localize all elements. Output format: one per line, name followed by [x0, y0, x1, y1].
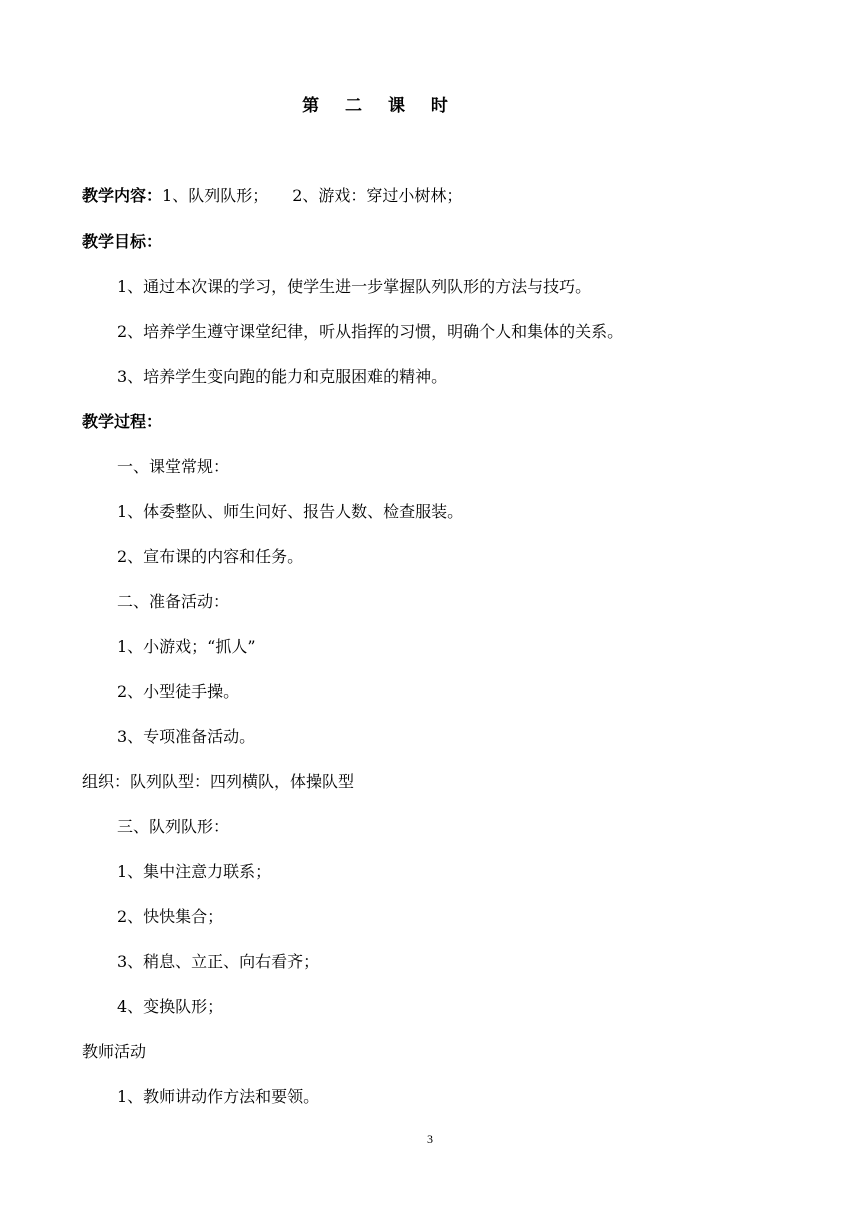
- process-line: 4、变换队形；: [117, 997, 224, 1016]
- process-line: 3、专项准备活动。: [117, 727, 256, 746]
- teaching-content-item-2: 2、游戏：穿过小树林；: [292, 186, 463, 205]
- process-line: 2、宣布课的内容和任务。: [117, 547, 304, 566]
- process-line: 三、队列队形：: [117, 817, 230, 836]
- process-line: 2、小型徒手操。: [117, 682, 240, 701]
- process-line: 1、教师讲动作方法和要领。: [117, 1087, 320, 1106]
- page-number: 3: [427, 1132, 433, 1146]
- teaching-content-row: [82, 186, 462, 206]
- process-line: 组织：队列队型：四列横队，体操队型: [82, 772, 355, 791]
- objective-item: 3、培养学生变向跑的能力和克服困难的精神。: [117, 367, 448, 386]
- process-line: 2、快快集合；: [117, 907, 224, 926]
- page-title: 第 二 课 时: [302, 96, 458, 116]
- process-label: 教学过程：: [82, 412, 163, 431]
- teaching-content-label: 教学内容：: [82, 186, 163, 205]
- process-line: 教师活动: [82, 1042, 147, 1061]
- process-line: 1、小游戏；“抓人”: [117, 637, 256, 656]
- objective-item: 2、培养学生遵守课堂纪律，听从指挥的习惯，明确个人和集体的关系。: [117, 322, 624, 341]
- process-line: 1、集中注意力联系；: [117, 862, 272, 881]
- teaching-content-item-1: 1、队列队形；: [162, 186, 269, 205]
- objectives-label: 教学目标：: [82, 232, 163, 251]
- objective-item: 1、通过本次课的学习，使学生进一步掌握队列队形的方法与技巧。: [117, 277, 592, 296]
- process-line: 一、课堂常规：: [117, 457, 230, 476]
- process-line: 1、体委整队、师生问好、报告人数、检查服装。: [117, 502, 464, 521]
- process-line: 3、稍息、立正、向右看齐；: [117, 952, 320, 971]
- process-line: 二、准备活动：: [117, 592, 230, 611]
